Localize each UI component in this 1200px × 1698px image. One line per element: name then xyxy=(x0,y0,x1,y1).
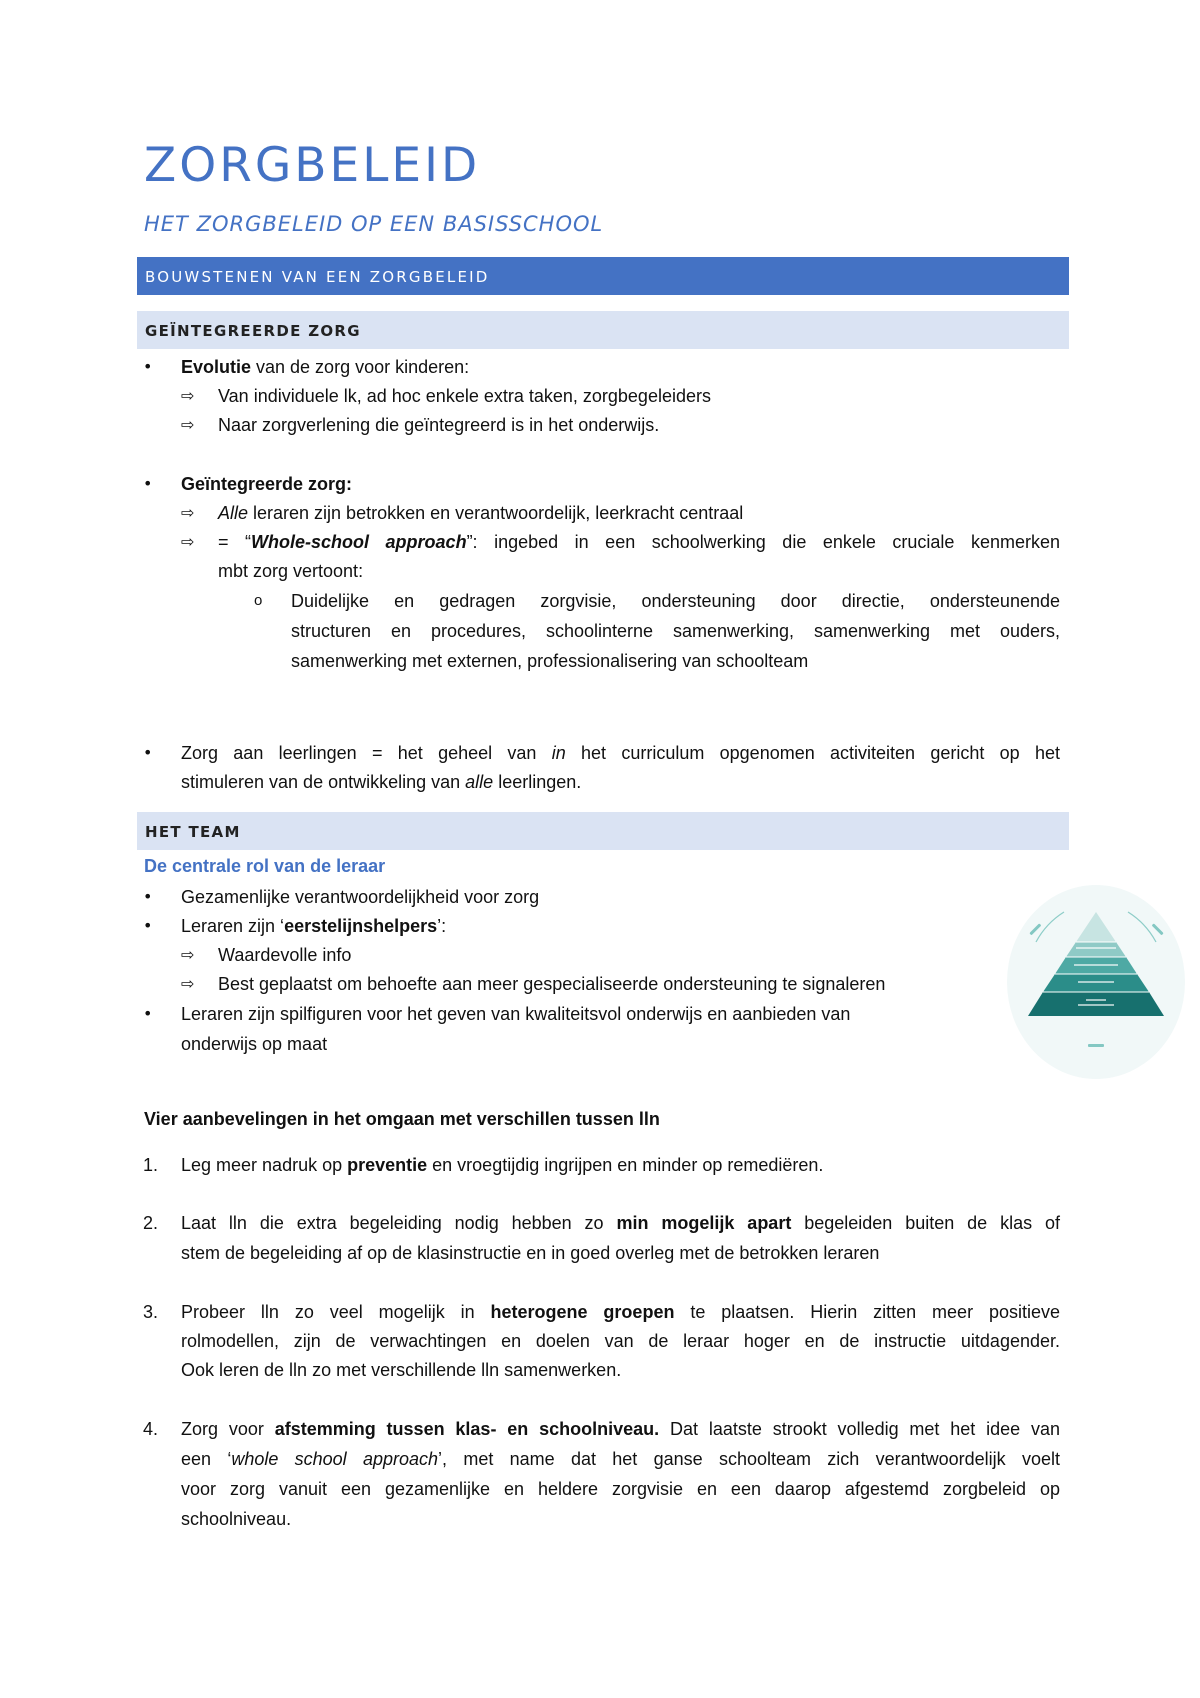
list-item: Alle leraren zijn betrokken en verantwoordelijk, leerkracht centraal xyxy=(218,503,744,523)
heading-bouwstenen: BOUWSTENEN VAN EEN ZORGBELEID xyxy=(145,268,490,286)
list-item-continuation: schoolniveau. xyxy=(181,1509,292,1529)
arrow-icon: ⇨ xyxy=(181,415,195,434)
list-item-continuation: stimuleren van de ontwikkeling van alle leerlingen. xyxy=(181,772,582,792)
subheading-centrale-rol: De centrale rol van de leraar xyxy=(144,856,386,876)
list-item: Leraren zijn ‘eerstelijnshelpers’: xyxy=(181,916,447,936)
bullet-marker: • xyxy=(143,887,153,906)
arrow-icon: ⇨ xyxy=(181,386,195,405)
number-marker: 3. xyxy=(143,1302,159,1322)
bullet-marker: • xyxy=(143,357,153,376)
list-item: Zorg aan leerlingen = het geheel van in het curriculum opgenomen activiteiten gericht op het xyxy=(181,743,1060,763)
list-item: Gezamenlijke verantwoordelijkheid voor zorg xyxy=(181,887,540,907)
number-marker: 2. xyxy=(143,1213,159,1233)
heading-geintegreerde-zorg: GEÏNTEGREERDE ZORG xyxy=(145,322,361,340)
list-item: Leg meer nadruk op preventie en vroegtijdig ingrijpen en minder op remediëren. xyxy=(181,1155,824,1175)
arrow-icon: ⇨ xyxy=(181,532,195,551)
list-item: Laat lln die extra begeleiding nodig hebben zo min mogelijk apart begeleiden buiten de klas of xyxy=(181,1213,1060,1233)
heading-vier-aanbevelingen: Vier aanbevelingen in het omgaan met verschillen tussen lln xyxy=(144,1109,660,1129)
arrow-icon: ⇨ xyxy=(181,503,195,522)
zorgcontinuum-pyramid-icon xyxy=(1006,884,1186,1080)
bullet-marker: • xyxy=(143,743,153,762)
heading-het-team: HET TEAM xyxy=(145,823,241,841)
list-item: Leraren zijn spilfiguren voor het geven van kwaliteitsvol onderwijs en aanbieden van xyxy=(181,1004,851,1024)
list-item-continuation: rolmodellen, zijn de verwachtingen en doelen van de leraar hoger en de instructie uitdagender. xyxy=(181,1331,1060,1351)
list-item: Probeer lln zo veel mogelijk in heterogene groepen te plaatsen. Hierin zitten meer positieve xyxy=(181,1302,1060,1322)
bullet-marker: • xyxy=(143,1004,153,1023)
document-subtitle: HET ZORGBELEID OP EEN BASISSCHOOL xyxy=(144,212,604,236)
arrow-icon: ⇨ xyxy=(181,945,195,964)
list-item: Van individuele lk, ad hoc enkele extra taken, zorgbegeleiders xyxy=(218,386,711,406)
list-item-continuation: onderwijs op maat xyxy=(181,1034,328,1054)
list-item: Best geplaatst om behoefte aan meer gespecialiseerde ondersteuning te signaleren xyxy=(218,974,886,994)
list-item-continuation: samenwerking met externen, professionalisering van schoolteam xyxy=(291,651,809,671)
heading-bar-bouwstenen xyxy=(137,257,1069,295)
circle-marker: o xyxy=(254,592,263,609)
list-item-continuation: structuren en procedures, schoolinterne samenwerking, samenwerking met ouders, xyxy=(291,621,1060,641)
bullet-marker: • xyxy=(143,916,153,935)
bullet-marker: • xyxy=(143,474,153,493)
list-item-continuation: stem de begeleiding af op de klasinstructie en in goed overleg met de betrokken leraren xyxy=(181,1243,880,1263)
list-item-continuation: Ook leren de lln zo met verschillende lln samenwerken. xyxy=(181,1360,622,1380)
list-item: Evolutie van de zorg voor kinderen: xyxy=(181,357,470,377)
list-item: Waardevolle info xyxy=(218,945,352,965)
number-marker: 1. xyxy=(143,1155,159,1175)
list-item: Naar zorgverlening die geïntegreerd is in het onderwijs. xyxy=(218,415,660,435)
list-item-continuation: een ‘whole school approach’, met name dat het ganse schoolteam zich verantwoordelijk voelt xyxy=(181,1449,1060,1469)
list-item-continuation: voor zorg vanuit een gezamenlijke en heldere zorgvisie en een daarop afgestemd zorgbeleid op xyxy=(181,1479,1060,1499)
list-item: Duidelijke en gedragen zorgvisie, ondersteuning door directie, ondersteunende xyxy=(291,591,1060,611)
list-item: = “Whole-school approach”: ingebed in een schoolwerking die enkele cruciale kenmerken xyxy=(218,532,1060,552)
list-item-continuation: mbt zorg vertoont: xyxy=(218,561,364,581)
list-item: Geïntegreerde zorg: xyxy=(181,474,353,494)
number-marker: 4. xyxy=(143,1419,159,1439)
arrow-icon: ⇨ xyxy=(181,974,195,993)
heading-bar-geintegreerde-zorg xyxy=(137,311,1069,349)
list-item: Zorg voor afstemming tussen klas- en schoolniveau. Dat laatste strookt volledig met het idee van xyxy=(181,1419,1061,1439)
heading-bar-het-team xyxy=(137,812,1069,850)
document-title: ZORGBELEID xyxy=(144,138,481,193)
